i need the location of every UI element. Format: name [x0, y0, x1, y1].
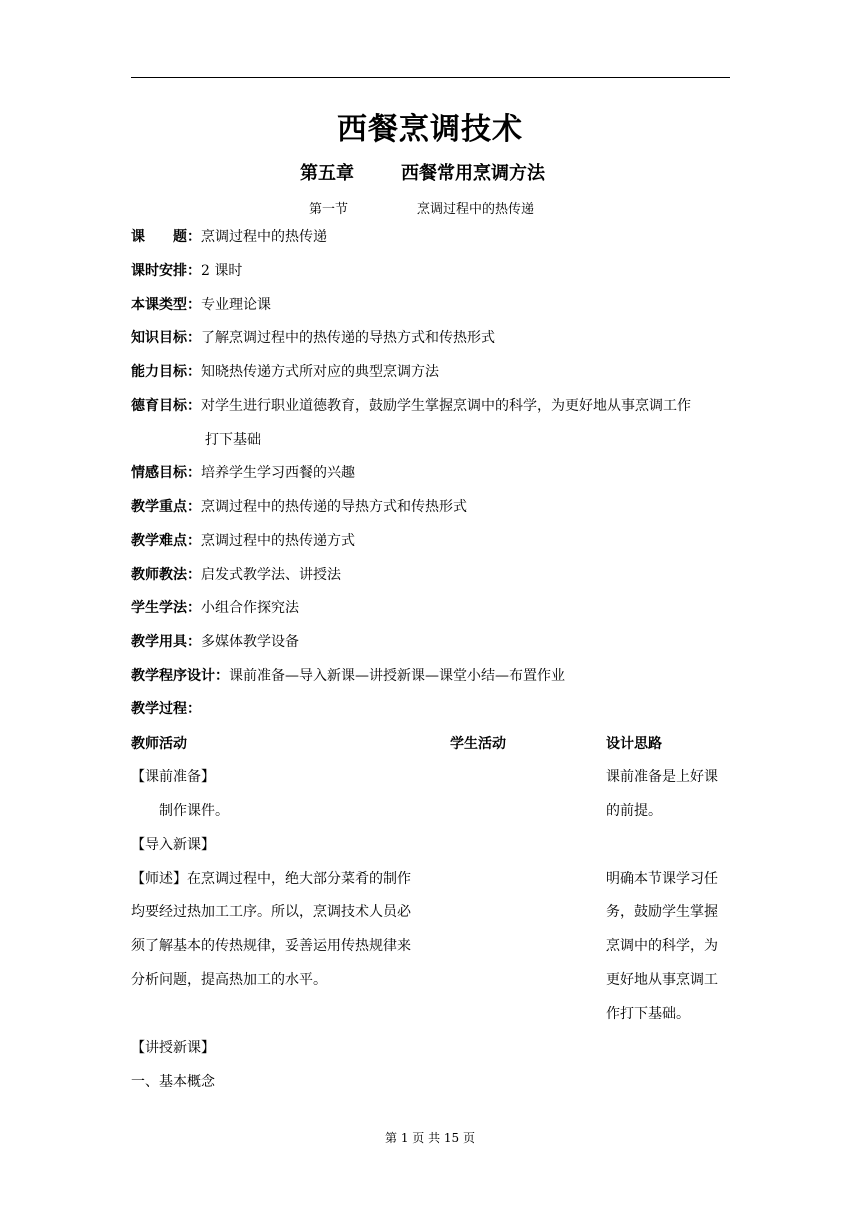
- intro-line: 【师述】在烹调过程中，绝大部分菜肴的制作: [131, 871, 411, 887]
- field-topic: [131, 226, 327, 246]
- field-difficulty: [131, 530, 355, 550]
- column-header-design: 设计思路: [606, 736, 662, 752]
- field-label: 情感目标：: [131, 465, 201, 481]
- column-header-student: 学生活动: [450, 736, 506, 752]
- intro-design-line: 务，鼓励学生掌握: [606, 904, 718, 920]
- field-label: 本课类型：: [131, 297, 201, 313]
- field-label: 教学难点：: [131, 533, 201, 549]
- field-value: 培养学生学习西餐的兴趣: [201, 465, 355, 481]
- lecture-heading: 【讲授新课】: [131, 1040, 215, 1056]
- field-tools: [131, 631, 299, 651]
- field-value: 启发式教学法、讲授法: [201, 567, 341, 583]
- field-teacher-method: [131, 564, 341, 584]
- field-student-method: [131, 597, 299, 617]
- field-hours: [131, 260, 242, 280]
- field-label: 知识目标：: [131, 330, 201, 346]
- field-value: 课前准备—导入新课—讲授新课—课堂小结—布置作业: [229, 668, 565, 684]
- column-header-teacher: 教师活动: [131, 736, 187, 752]
- section-number: 第一节: [309, 202, 349, 217]
- intro-design-line: 更好地从事烹调工: [606, 972, 718, 988]
- field-label: 教学过程：: [131, 701, 201, 717]
- field-procedure: [131, 665, 565, 685]
- intro-design-line: 烹调中的科学，为: [606, 938, 718, 954]
- field-process: [131, 698, 201, 718]
- field-label: 课时安排：: [131, 263, 201, 279]
- field-value: 知晓热传递方式所对应的典型烹调方法: [201, 364, 439, 380]
- field-label: 教学程序设计：: [131, 668, 229, 684]
- intro-line: 分析问题，提高热加工的水平。: [131, 972, 327, 988]
- field-label: 能力目标：: [131, 364, 201, 380]
- field-value: 了解烹调过程中的热传递的导热方式和传热形式: [201, 330, 495, 346]
- prep-design-line: 的前提。: [606, 803, 662, 819]
- field-label: 教师教法：: [131, 567, 201, 583]
- section-name: 烹调过程中的热传递: [417, 202, 535, 217]
- prep-heading: 【课前准备】: [131, 769, 215, 785]
- intro-design-line: 明确本节课学习任: [606, 871, 718, 887]
- field-value: 小组合作探究法: [201, 600, 299, 616]
- field-type: [131, 294, 271, 314]
- intro-heading: 【导入新课】: [131, 837, 215, 853]
- field-moral-continued: 打下基础: [205, 432, 261, 448]
- chapter-number: 第五章: [300, 163, 354, 184]
- page-footer: 第 1 页 共 15 页: [385, 1131, 475, 1145]
- field-value: 烹调过程中的热传递: [201, 229, 327, 245]
- field-value: 对学生进行职业道德教育，鼓励学生掌握烹调中的科学，为更好地从事烹调工作: [201, 398, 691, 414]
- field-label: 德育目标：: [131, 398, 201, 414]
- intro-design-line: 作打下基础。: [606, 1006, 690, 1022]
- chapter-name: 西餐常用烹调方法: [401, 163, 545, 184]
- field-label: 题：: [173, 229, 201, 245]
- field-label: 课: [131, 229, 145, 245]
- field-moral: [131, 395, 691, 415]
- document-title: 西餐烹调技术: [337, 112, 523, 147]
- header-rule: [131, 77, 730, 78]
- field-value: 2 课时: [201, 263, 243, 279]
- lecture-item: 一、基本概念: [131, 1074, 215, 1090]
- field-knowledge: [131, 327, 495, 347]
- field-label: 学生学法：: [131, 600, 201, 616]
- field-label: 教学用具：: [131, 634, 201, 650]
- field-ability: [131, 361, 439, 381]
- field-key: [131, 496, 467, 516]
- intro-line: 须了解基本的传热规律，妥善运用传热规律来: [131, 938, 411, 954]
- field-value: 专业理论课: [201, 297, 271, 313]
- prep-design-line: 课前准备是上好课: [606, 769, 718, 785]
- field-label: 教学重点：: [131, 499, 201, 515]
- field-emotion: [131, 462, 355, 482]
- field-value: 多媒体教学设备: [201, 634, 299, 650]
- intro-line: 均要经过热加工工序。所以，烹调技术人员必: [131, 904, 411, 920]
- field-value: 烹调过程中的热传递的导热方式和传热形式: [201, 499, 467, 515]
- field-value: 烹调过程中的热传递方式: [201, 533, 355, 549]
- prep-text: 制作课件。: [159, 803, 229, 819]
